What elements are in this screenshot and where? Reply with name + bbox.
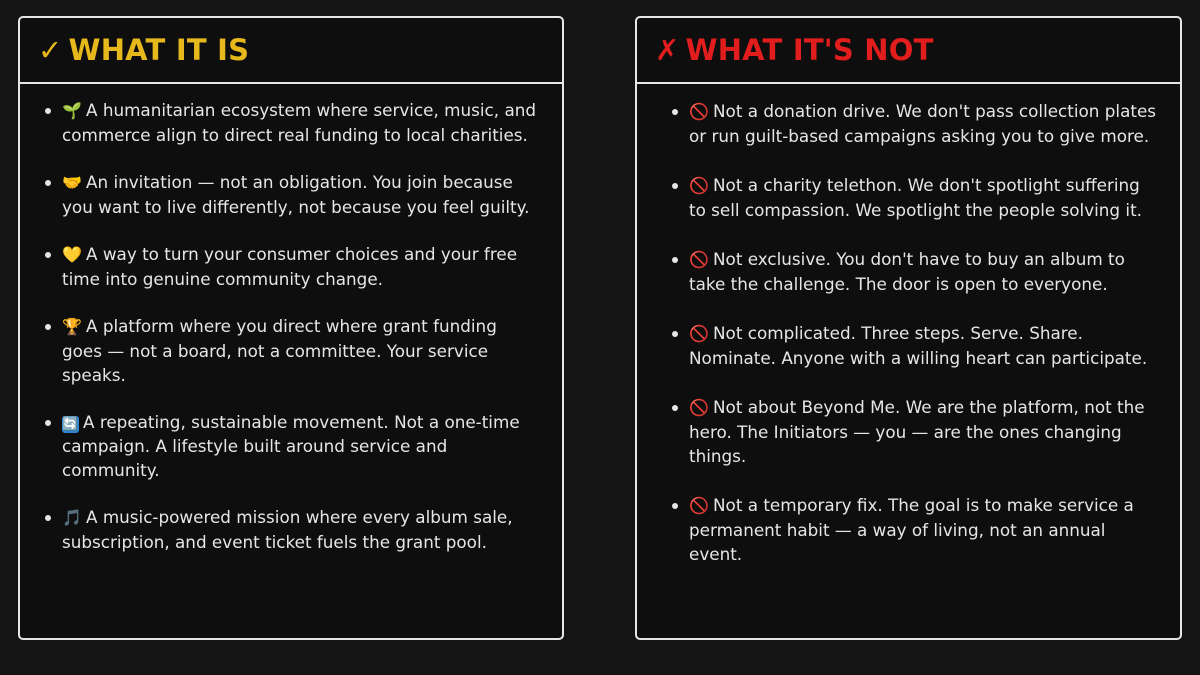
list-item: [669, 247, 1160, 296]
seedling-icon: 🌱: [62, 101, 82, 120]
bullet-dot: [45, 108, 51, 114]
what-its-not-panel: [635, 16, 1182, 640]
list-item: [669, 99, 1160, 148]
bullet-dot: [672, 331, 678, 337]
list-item-text: Not about Beyond Me. We are the platform, not the hero. The Initiators — you — are the ones changing things.: [689, 397, 1145, 466]
list-item-text: Not a donation drive. We don't pass collection plates or run guilt-based campaigns asking you to give more.: [689, 101, 1157, 146]
list-item: [669, 321, 1160, 370]
what-it-is-list: [20, 84, 562, 554]
list-item-text: A humanitarian ecosystem where service, music, and commerce align to direct real funding to local charities.: [62, 100, 537, 145]
list-item-text: Not a charity telethon. We don't spotlight suffering to sell compassion. We spotlight the people solving it.: [689, 175, 1142, 220]
list-item-text: Not a temporary fix. The goal is to make service a permanent habit — a way of living, not an annual event.: [689, 495, 1134, 564]
list-item: [42, 242, 542, 291]
list-item-text: A music-powered mission where every album sale, subscription, and event ticket fuels the grant pool.: [62, 507, 513, 552]
bullet-dot: [672, 109, 678, 115]
prohibited-icon: 🚫: [689, 398, 709, 417]
what-its-not-title-text: WHAT IT'S NOT: [685, 33, 934, 67]
bullet-dot: [45, 252, 51, 258]
list-item: [669, 493, 1160, 566]
prohibited-icon: 🚫: [689, 496, 709, 515]
music-note-icon: 🎵: [62, 508, 82, 527]
prohibited-icon: 🚫: [689, 250, 709, 269]
repeat-icon: 🔄: [62, 417, 79, 432]
list-item-text: Not exclusive. You don't have to buy an album to take the challenge. The door is open to everyone.: [689, 249, 1125, 294]
checkmark-icon: ✓: [38, 33, 63, 67]
list-item-text: A platform where you direct where grant funding goes — not a board, not a committee. Your service speaks.: [62, 316, 497, 385]
bullet-dot: [672, 405, 678, 411]
heart-icon: 💛: [62, 245, 82, 264]
what-it-is-title-text: WHAT IT IS: [68, 33, 250, 67]
prohibited-icon: 🚫: [689, 324, 709, 343]
bullet-dot: [45, 515, 51, 521]
bullet-dot: [45, 324, 51, 330]
what-its-not-list: [637, 84, 1180, 566]
prohibited-icon: 🚫: [689, 102, 709, 121]
list-item-text: An invitation — not an obligation. You join because you want to live differently, not because you feel guilty.: [62, 172, 530, 217]
bullet-dot: [672, 183, 678, 189]
list-item: [42, 170, 542, 219]
what-its-not-title: [655, 33, 934, 67]
trophy-icon: 🏆: [62, 317, 82, 336]
bullet-dot: [45, 420, 51, 426]
bullet-dot: [45, 180, 51, 186]
list-item-text: Not complicated. Three steps. Serve. Share. Nominate. Anyone with a willing heart can participate.: [689, 323, 1148, 368]
bullet-dot: [672, 257, 678, 263]
list-item: [669, 395, 1160, 468]
handshake-icon: 🤝: [62, 173, 82, 192]
list-item: [42, 314, 542, 387]
what-its-not-header: [637, 18, 1180, 84]
what-it-is-panel: [18, 16, 564, 640]
list-item: [669, 173, 1160, 222]
prohibited-icon: 🚫: [689, 176, 709, 195]
list-item: [42, 98, 542, 147]
list-item: [42, 410, 542, 482]
list-item: [42, 505, 542, 554]
bullet-dot: [672, 503, 678, 509]
cross-mark-icon: ✗: [655, 33, 680, 67]
list-item-text: A way to turn your consumer choices and your free time into genuine community change.: [62, 244, 518, 289]
what-it-is-title: [38, 33, 249, 67]
what-it-is-header: [20, 18, 562, 84]
list-item-text: A repeating, sustainable movement. Not a one-time campaign. A lifestyle built around service and community.: [62, 412, 520, 480]
